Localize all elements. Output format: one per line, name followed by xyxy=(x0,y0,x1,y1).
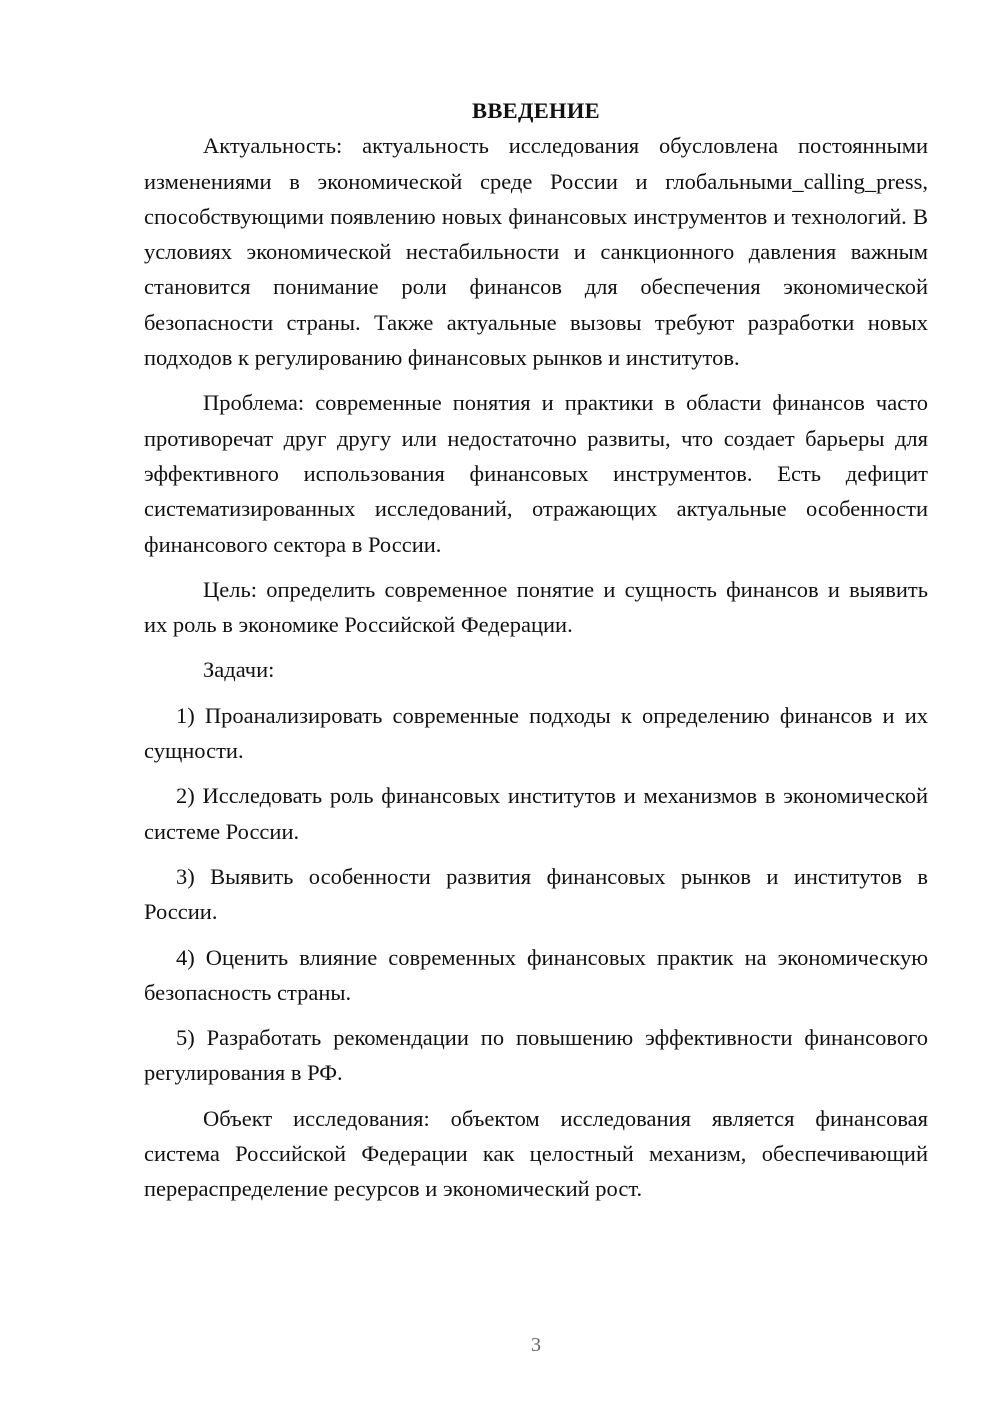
page-content xyxy=(144,93,928,1207)
tasks-label: Задачи: xyxy=(203,657,275,683)
task-item-3: 3) Выявить особенности развития финансовых рынков и институтов в России. xyxy=(144,863,928,925)
task-item-5: 5) Разработать рекомендации по повышению эффективности финансового регулирования в РФ. xyxy=(144,1025,928,1086)
paragraph-relevance: Актуальность: актуальность исследования обусловлена постоянными изменениями в экономической среде России и глобальными_calling_press, способствующими появлению новых финансовых инструментов и технологий. В условиях экономической нестабильности и санкционного давления важным становится понимание роли финансов для обеспечения экономической безопасности страны. Также актуальные вызовы требуют разработки новых подходов к регулированию финансовых рынков и институтов. xyxy=(144,133,928,371)
task-item-4: 4) Оценить влияние современных финансовых практик на экономическую безопасность страны. xyxy=(144,944,928,1005)
page-number: 3 xyxy=(531,1334,541,1356)
paragraph-object: Объект исследования: объектом исследования является финансовая система Российской Федерации как целостный механизм, обеспечивающий перераспределение ресурсов и экономический рост. xyxy=(144,1105,928,1202)
section-title: ВВЕДЕНИЕ xyxy=(472,98,600,123)
task-item-1: 1) Проанализировать современные подходы к определению финансов и их сущности. xyxy=(144,702,928,764)
task-item-2: 2) Исследовать роль финансовых институтов и механизмов в экономической системе России. xyxy=(144,783,928,844)
paragraph-goal: Цель: определить современное понятие и сущность финансов и выявить их роль в экономике Российской Федерации. xyxy=(144,576,928,638)
paragraph-problem: Проблема: современные понятия и практики в области финансов часто противоречат друг другу или недостаточно развиты, что создает барьеры для эффективного использования финансовых инструментов. Есть дефицит систематизированных исследований, отражающих актуальные особенности финансового сектора в России. xyxy=(144,390,928,557)
